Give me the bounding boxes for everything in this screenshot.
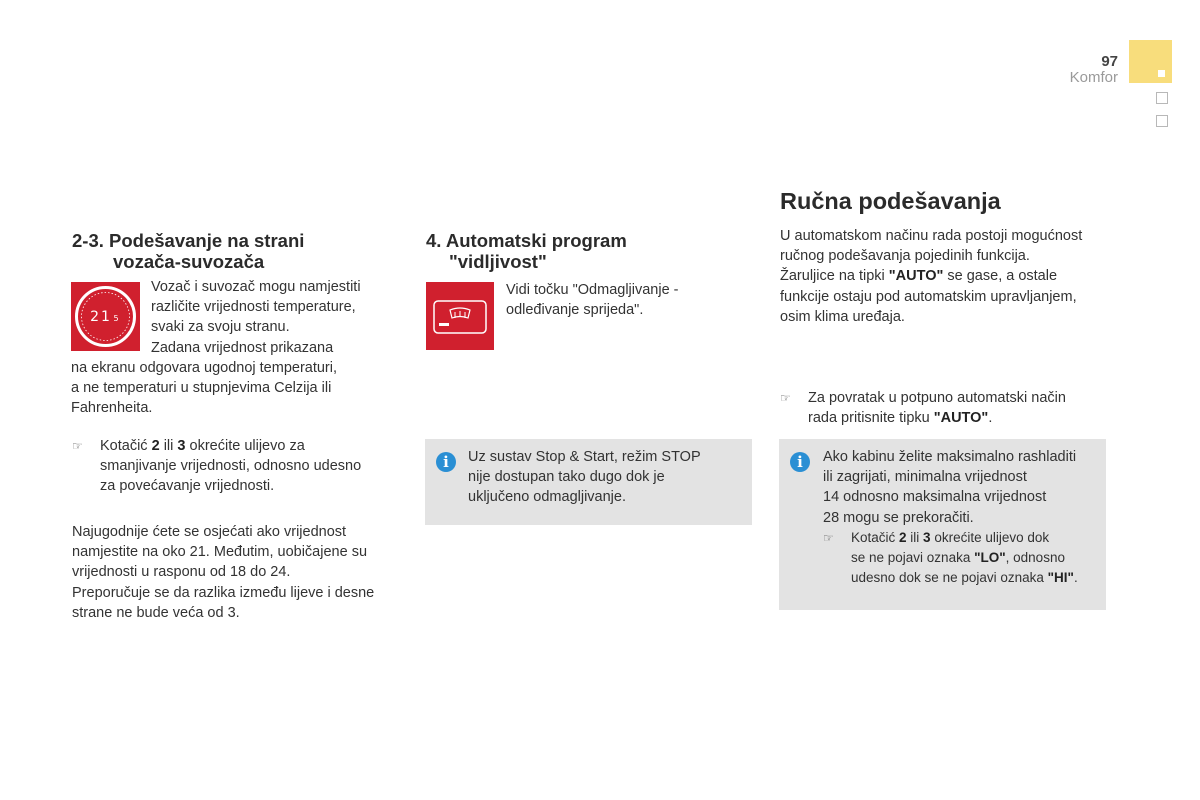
info-note: [425, 439, 752, 525]
intro-text-cont: na ekranu odgovara ugodnoj temperaturi, a ne temperaturi u stupnjevima Celzija ili Fahrenheita.: [71, 360, 338, 417]
recommendation-text: Najugodnije ćete se osjećati ako vrijednost namjestite na oko 21. Međutim, uobičajene su vrijednosti u rasponu od 18 do 24. Preporučuje se da razlika između lijeve i desne strane ne bude veća od 3.: [72, 524, 375, 621]
section-title: Komfor: [1069, 69, 1118, 86]
reference-text: Vidi točku "Odmagljivanje - odleđivanje sprijeda".: [506, 282, 679, 319]
note-bullet: ☞ Kotačić 2 ili 3 okrećite ulijevo dok se ne pojavi oznaka "LO", odnosno udesno dok se ne pojavi oznaka "HI".: [823, 530, 1078, 586]
chapter-tab-active: [1129, 40, 1172, 83]
temperature-value: 21: [90, 309, 112, 325]
info-note: [779, 439, 1106, 610]
intro-text: Vozač i suvozač mogu namjestiti različite vrijednosti temperature, svaki za svoju stranu. Zadana vrijednost prikazana: [151, 279, 361, 356]
chapter-tab-dot: [1158, 70, 1165, 77]
section-heading: 4. Automatski program "vidljivost": [426, 230, 627, 272]
chapter-tab: [1156, 92, 1168, 104]
info-note-text: Ako kabinu želite maksimalno rashladiti ili zagrijati, minimalna vrijednost 14 odnosno maksimalna vrijednost 28 mogu se prekoračiti.: [823, 449, 1077, 526]
page-heading: Ručna podešavanja: [780, 188, 1001, 214]
pointing-hand-icon: ☞: [823, 531, 834, 545]
info-icon: i: [790, 452, 810, 472]
info-note-text: Uz sustav Stop & Start, režim STOP nije dostupan tako dugo dok je uključeno odmagljivanje.: [468, 449, 701, 506]
chapter-tab: [1156, 115, 1168, 127]
info-icon: i: [436, 452, 456, 472]
instruction-bullet: ☞ Za povratak u potpuno automatski način rada pritisnite tipku "AUTO".: [780, 389, 1066, 426]
section-heading: 2-3. Podešavanje na strani vozača-suvozača: [72, 230, 305, 272]
pointing-hand-icon: ☞: [72, 439, 83, 453]
temperature-decimal: 5: [113, 314, 119, 323]
temperature-display-icon: [71, 282, 140, 351]
manual-settings-text: U automatskom načinu rada postoji mogućnost ručnog podešavanja pojedinih funkcija. Žaruljice na tipki "AUTO" se gase, a ostale funkcije ostaju pod automatskim upravljanjem, osim klima uređaja.: [780, 228, 1083, 325]
windshield-defrost-icon: [426, 282, 494, 350]
pointing-hand-icon: ☞: [780, 390, 791, 405]
page-number: 97: [1101, 53, 1118, 70]
instruction-bullet: ☞ Kotačić 2 ili 3 okrećite ulijevo za smanjivanje vrijednosti, odnosno udesno za povećavanje vrijednosti.: [72, 438, 362, 495]
